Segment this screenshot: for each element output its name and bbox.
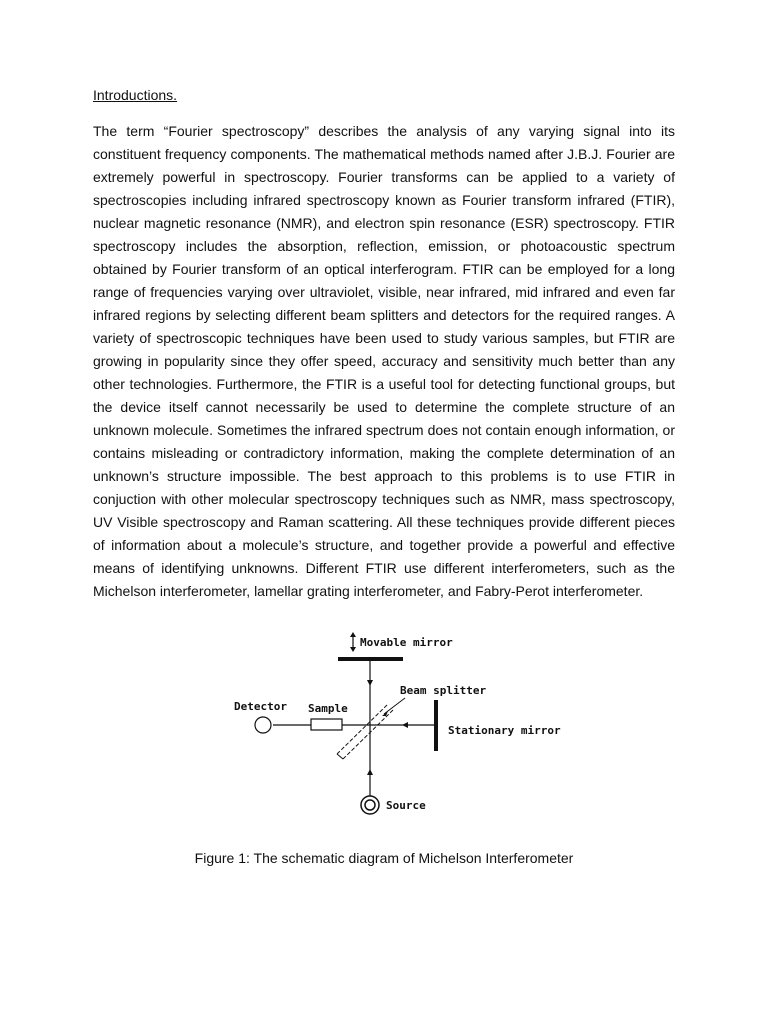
sample-label: Sample — [308, 702, 348, 715]
movable-mirror-arrow — [350, 632, 356, 652]
sample-cell — [311, 719, 342, 730]
stationary-mirror-label: Stationary mirror — [448, 724, 561, 737]
intro-paragraph: The term “Fourier spectroscopy” describes the analysis of any varying signal into its constituent frequency components. The mathematical methods named after J.B.J. Fourier are extremely powerful in spectroscopy. Fourier transforms can be applied to a variety of spectroscopies including infrared spectroscopy known as Fourier transform infrared (FTIR), nuclear magnetic resonance (NMR), and electron spin resonance (ESR) spectroscopy. FTIR spectroscopy includes the absorption, reflection, emission, or photoacoustic spectrum obtained by Fourier transform of an optical interferogram. FTIR can be employed for a long range of frequencies varying over ultraviolet, visible, near infrared, mid infrared and even far infrared regions by selecting different beam splitters and detectors for the required ranges. A variety of spectroscopic techniques have been used to study various samples, but FTIR are growing in popularity since they offer speed, accuracy and sensitivity much better than any other technologies. Furthermore, the FTIR is a useful tool for detecting functional groups, but the device itself cannot necessarily be used to determine the complete structure of an unknown molecule. Sometimes the infrared spectrum does not contain enough information, or contains misleading or contradictory information, making the complete determination of an unknown’s structure impossible. The best approach to this problems is to use FTIR in conjuction with other molecular spectroscopy techniques such as NMR, mass spectroscopy, UV Visible spectroscopy and Raman scattering. All these techniques provide different pieces of information about a molecule’s structure, and together provide a powerful and effective means of identifying unknowns. Different FTIR use different interferometers, such as the Michelson interferometer, lamellar grating interferometer, and Fabry-Perot interferometer. — [93, 123, 675, 599]
beam-arrow-up — [367, 769, 373, 775]
detector — [255, 717, 271, 733]
source-label: Source — [386, 799, 426, 812]
beam-splitter-label: Beam splitter — [400, 684, 487, 697]
figure-caption: Figure 1: The schematic diagram of Michelson Interferometer — [194, 850, 574, 866]
section-heading: Introductions. — [93, 87, 178, 103]
beam-arrow-down — [367, 680, 373, 686]
beam-arrow-left — [402, 722, 408, 728]
interferometer-svg — [220, 628, 580, 828]
michelson-interferometer-diagram — [220, 628, 580, 828]
movable-mirror-label: Movable mirror — [360, 636, 453, 649]
source — [361, 796, 379, 814]
detector-label: Detector — [234, 700, 287, 713]
